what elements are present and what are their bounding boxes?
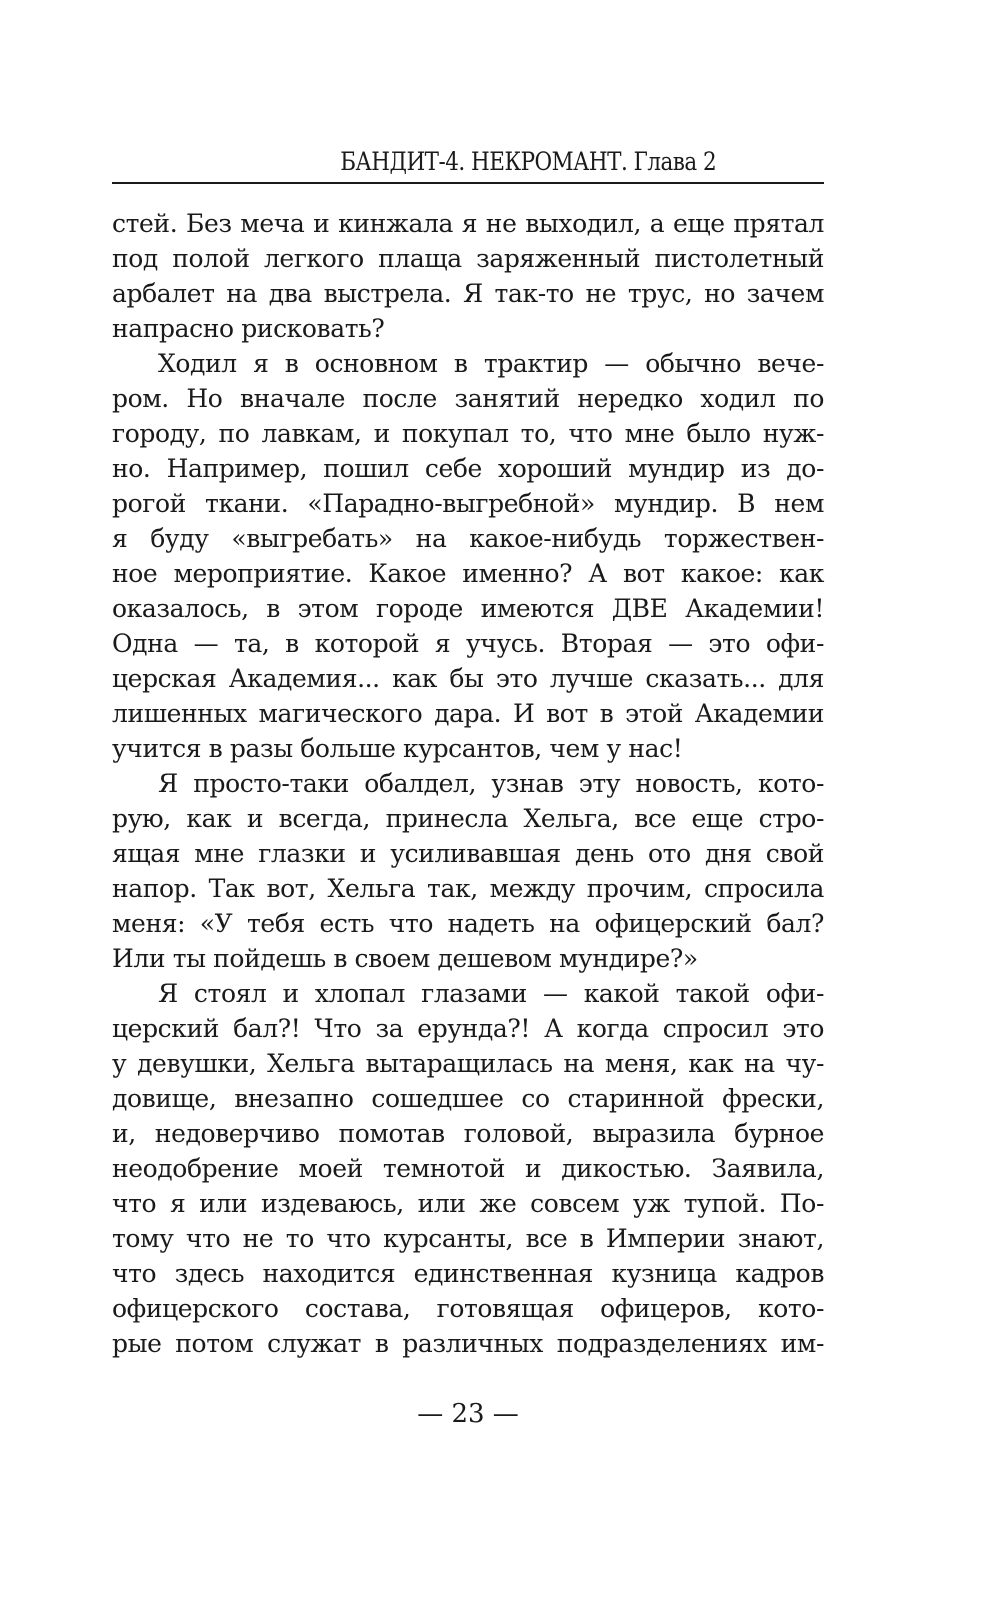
text-line: лишенных магического дара. И вот в этой Академии — [112, 699, 824, 728]
text-line: напор. Так вот, Хельга так, между прочим, спросила — [112, 874, 824, 903]
text-line: рую, как и всегда, принесла Хельга, все еще стро- — [112, 804, 824, 833]
text-line: напрасно рисковать? — [112, 314, 385, 343]
text-line: довище, внезапно сошедшее со старинной фрески, — [112, 1084, 824, 1113]
text-line: что здесь находится единственная кузница кадров — [112, 1259, 824, 1288]
text-line: и, недоверчиво помотав головой, выразила бурное — [112, 1119, 824, 1148]
text-line: Или ты пойдешь в своем дешевом мундире?» — [112, 944, 698, 973]
text-line: стей. Без меча и кинжала я не выходил, а еще прятал — [112, 209, 824, 238]
text-line: арбалет на два выстрела. Я так-то не трус, но зачем — [112, 279, 824, 308]
text-line: Я стоял и хлопал глазами — какой такой офи- — [158, 979, 824, 1008]
page-number: — 23 — — [417, 1399, 519, 1429]
text-line: городу, по лавкам, и покупал то, что мне было нуж- — [112, 419, 824, 448]
body-text — [112, 206, 824, 1361]
text-line: тому что не то что курсанты, все в Империи знают, — [112, 1224, 824, 1253]
text-line: под полой легкого плаща заряженный пистолетный — [112, 244, 824, 273]
text-line: Ходил я в основном в трактир — обычно вече- — [158, 349, 824, 378]
running-head: БАНДИТ-4. НЕКРОМАНТ. Глава 2 — [340, 147, 716, 176]
text-line: рогой ткани. «Парадно-выгребной» мундир. В нем — [112, 489, 824, 518]
text-line: Одна — та, в которой я учусь. Вторая — это офи- — [112, 629, 824, 658]
text-line: церский бал?! Что за ерунда?! А когда спросил это — [112, 1014, 824, 1043]
text-line: ное мероприятие. Какое именно? А вот какое: как — [112, 559, 824, 588]
text-line: что я или издеваюсь, или же совсем уж тупой. По- — [112, 1189, 824, 1218]
text-line: ром. Но вначале после занятий нередко ходил по — [112, 384, 824, 413]
text-line: меня: «У тебя есть что надеть на офицерский бал? — [112, 909, 824, 938]
text-line: церская Академия... как бы это лучше сказать... для — [112, 664, 824, 693]
text-line: рые потом служат в различных подразделениях им- — [112, 1329, 824, 1358]
header-rule — [112, 182, 824, 184]
text-line: у девушки, Хельга вытаращилась на меня, как на чу- — [112, 1049, 824, 1078]
page-header — [112, 146, 824, 186]
text-line: Я просто-таки обалдел, узнав эту новость, кото- — [158, 769, 824, 798]
text-line: я буду «выгребать» на какое-нибудь торжествен- — [112, 524, 824, 553]
text-line: учится в разы больше курсантов, чем у нас! — [112, 734, 683, 763]
text-line: офицерского состава, готовящая офицеров, кото- — [112, 1294, 824, 1323]
text-line: оказалось, в этом городе имеются ДВЕ Академии! — [112, 594, 824, 623]
text-line: ящая мне глазки и усиливавшая день ото дня свой — [112, 839, 824, 868]
text-line: неодобрение моей темнотой и дикостью. Заявила, — [112, 1154, 824, 1183]
text-line: но. Например, пошил себе хороший мундир из до- — [112, 454, 824, 483]
